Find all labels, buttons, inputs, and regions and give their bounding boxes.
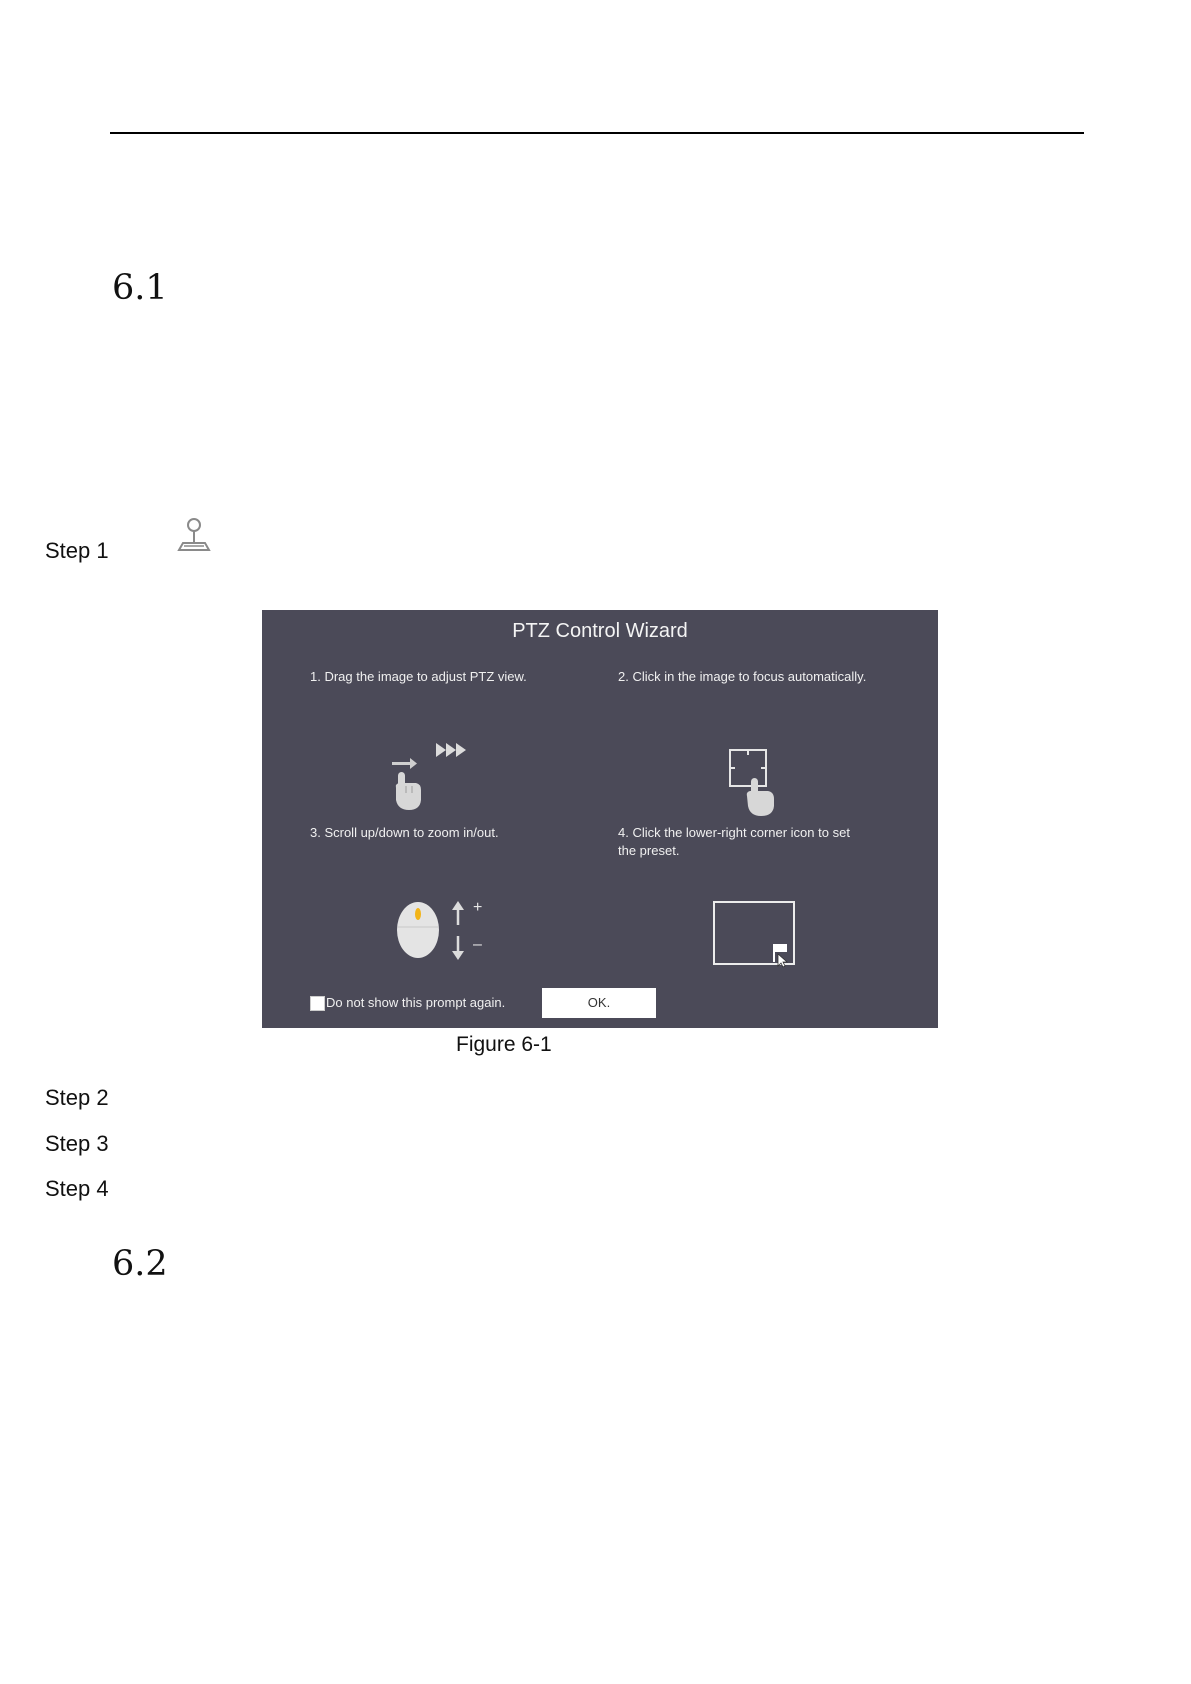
drag-hand-icon [390, 736, 500, 812]
section-number-6-2: 6.2 [112, 1244, 168, 1284]
step-4-label: Step 4 [45, 1176, 109, 1201]
header-rule [110, 132, 1084, 134]
step-1-label: Step 1 [45, 538, 109, 563]
mouse-scroll-icon [394, 900, 484, 964]
focus-frame-hand-icon [728, 748, 784, 818]
tip-preset-line1: 4. Click the lower-right corner icon to set [618, 825, 850, 840]
dont-show-again-checkbox[interactable] [310, 996, 325, 1011]
step-3-label: Step 3 [45, 1131, 109, 1156]
tip-preset-line2: the preset. [618, 843, 680, 858]
tip-preset [618, 824, 850, 860]
section-number-6-1: 6.1 [112, 268, 168, 308]
step-2-label: Step 2 [45, 1085, 109, 1110]
ptz-joystick-icon [176, 516, 212, 554]
zoom-out-sign: – [473, 936, 482, 953]
ptz-control-wizard-dialog [262, 610, 938, 1028]
ok-button[interactable]: OK. [542, 988, 656, 1018]
tip-zoom: 3. Scroll up/down to zoom in/out. [310, 825, 499, 840]
tip-drag: 1. Drag the image to adjust PTZ view. [310, 669, 527, 684]
dont-show-again-label: Do not show this prompt again. [326, 995, 506, 1010]
tip-focus: 2. Click in the image to focus automatically. [618, 669, 867, 684]
zoom-in-sign: + [473, 899, 483, 916]
wizard-title: PTZ Control Wizard [512, 620, 688, 642]
figure-caption: Figure 6-1 [456, 1033, 552, 1056]
preset-flag-icon [712, 900, 798, 968]
